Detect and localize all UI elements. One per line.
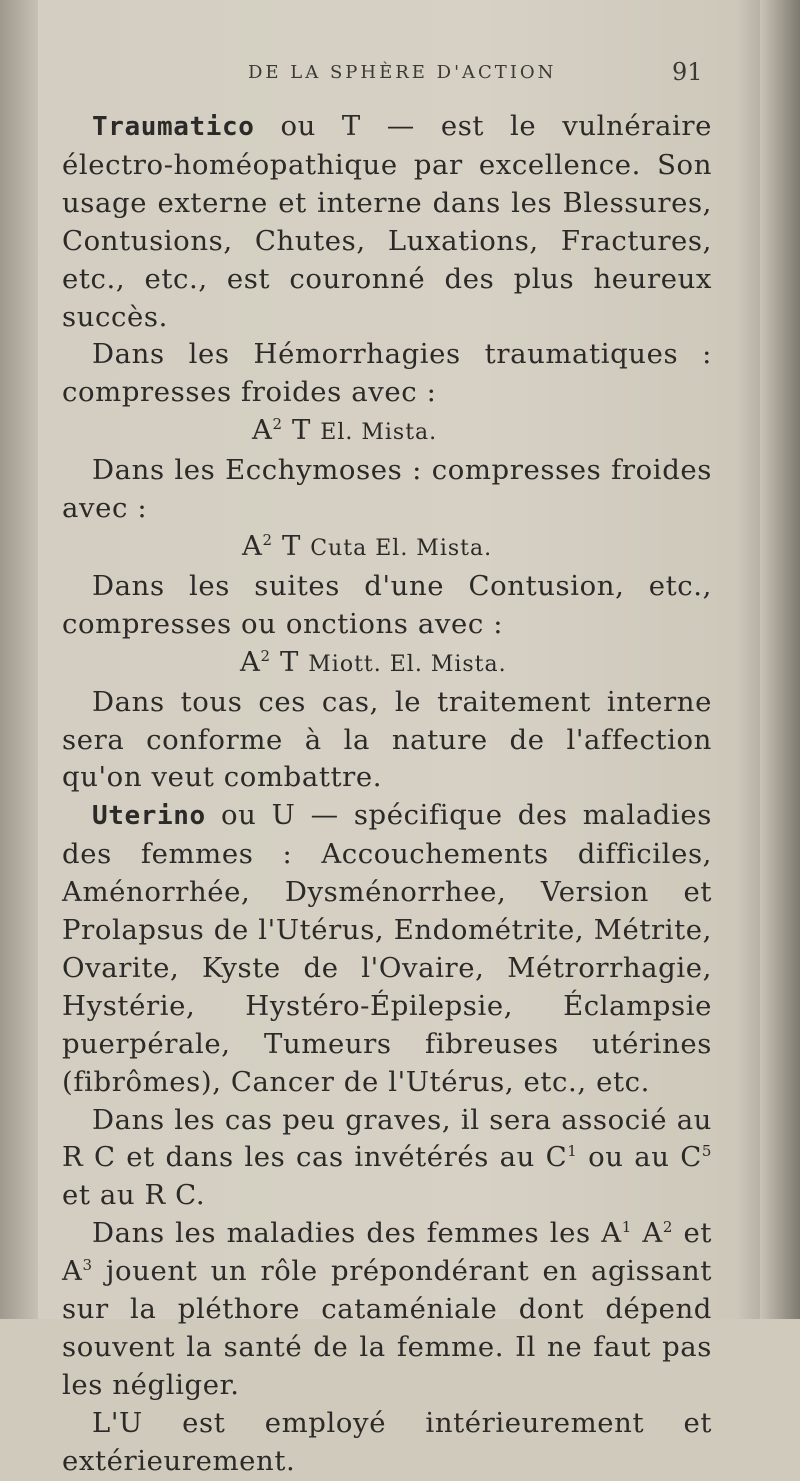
paragraph-contusion: Dans les suites d'une Contusion, etc., compresses ou onctions avec : bbox=[62, 569, 712, 640]
page-number: 91 bbox=[672, 58, 703, 86]
term-traumatico: Traumatico bbox=[92, 112, 255, 142]
running-title: DE LA SPHÈRE D'ACTION bbox=[248, 62, 557, 83]
page-gutter bbox=[0, 0, 38, 1319]
paragraph-traitement: Dans tous ces cas, le traitement interne sera conforme à la nature de l'affection qu'on veut combattre. bbox=[62, 685, 712, 794]
paragraph-emploi: L'U est employé intérieurement et extérieurement. bbox=[62, 1406, 712, 1477]
formula-3: $A^2$ T Miott. El. Mista. bbox=[240, 645, 507, 678]
page-edge bbox=[760, 0, 800, 1319]
paragraph-hemorrhagies: Dans les Hémorrhagies traumatiques : compresses froides avec : bbox=[62, 338, 712, 409]
paragraph-ecchymoses: Dans les Ecchymoses : compresses froides avec : bbox=[62, 454, 712, 525]
paragraph-maladies-femmes: Dans les maladies des femmes les $A^1$ $A^2$ et $A^3$ jouent un rôle prépondérant en agissant sur la pléthore cataméniale dont dépend souvent la santé de la femme. Il ne faut pas les négliger. bbox=[62, 1217, 712, 1401]
paragraph-traumatico: Traumatico ou T — est le vulnéraire électro-homéopathique par excellence. Son usage externe et interne dans les Blessures, Contusions, Chutes, Luxations, Fractures, etc., etc., est couronné des plus heureux succès. bbox=[62, 110, 712, 333]
paragraph-uterino: Uterino ou U — spécifique des maladies des femmes : Accouchements difficiles, Aménorrhée, Dysménorrhee, Version et Prolapsus de l'Utérus, Endométrite, Métrite, Ovarite, Kyste de l'Ovaire, Métrorrhagie, Hystérie, Hystéro-Épilepsie, Éclampsie puerpérale, Tumeurs fibreuses utérines (fibrômes), Cancer de l'Utérus, etc., etc. bbox=[62, 799, 712, 1098]
page-header bbox=[0, 58, 800, 92]
formula-1: $A^2$ T El. Mista. bbox=[252, 414, 438, 447]
paragraph-cas-graves: Dans les cas peu graves, il sera associé au R C et dans les cas invétérés au $C^1$ ou au $C^5$ et au R C. bbox=[62, 1103, 712, 1212]
formula-2: $A^2$ T Cuta El. Mista. bbox=[242, 529, 493, 562]
term-uterino: Uterino bbox=[92, 801, 206, 832]
body-text bbox=[62, 108, 712, 1481]
